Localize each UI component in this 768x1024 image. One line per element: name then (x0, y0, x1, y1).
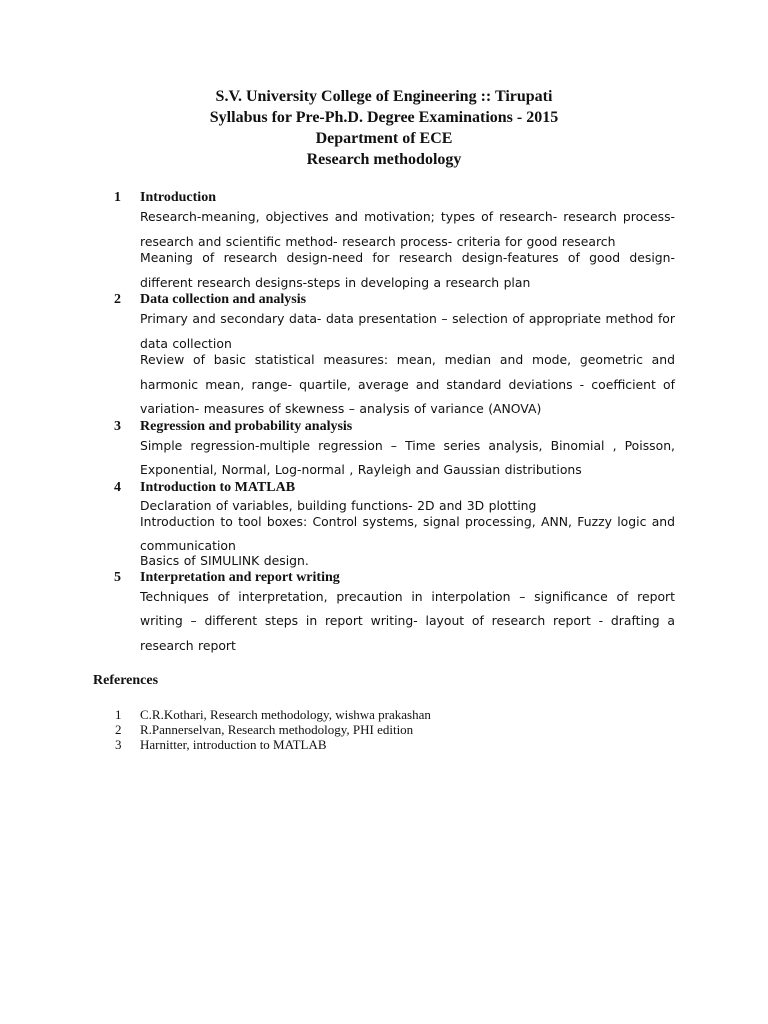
reference-item (0, 722, 768, 737)
section-paragraph: Review of basic statistical measures: mean, median and mode, geometric and harmonic mean, range- quartile, average and standard deviations - coefficient of variation- measures of skewness – analysis of variance (ANOVA) (140, 352, 675, 416)
section-title: Interpretation and report writing (140, 569, 340, 585)
section-4 (0, 479, 768, 569)
section-title: Data collection and analysis (140, 292, 307, 307)
section-number: 5 (114, 569, 121, 585)
section-paragraph: Basics of SIMULINK design. (140, 552, 309, 568)
document-header (0, 86, 768, 170)
university-title: S.V. University College of Engineering :: Tirupati (215, 88, 553, 105)
reference-text: C.R.Kothari, Research methodology, wishwa prakashan (140, 707, 431, 722)
syllabus-sections (0, 189, 768, 658)
section-paragraph: Primary and secondary data- data presentation – selection of appropriate method for data collection (140, 311, 675, 351)
department-title: Department of ECE (315, 130, 453, 147)
reference-text: Harnitter, introduction to MATLAB (140, 737, 327, 752)
section-title: Regression and probability analysis (140, 418, 353, 434)
section-number: 4 (114, 479, 121, 495)
section-paragraph: Meaning of research design-need for research design-features of good design- different research designs-steps in developing a research plan (140, 250, 675, 290)
reference-item (0, 737, 768, 752)
section-2 (0, 291, 768, 422)
reference-text: R.Pannerselvan, Research methodology, PHI edition (140, 722, 414, 737)
subject-title: Research methodology (306, 151, 462, 168)
section-title: Introduction (140, 190, 216, 205)
section-5 (0, 569, 768, 659)
section-paragraph: Declaration of variables, building functions- 2D and 3D plotting (140, 497, 537, 513)
section-3 (0, 418, 768, 483)
reference-item (0, 707, 768, 722)
reference-number: 3 (115, 737, 122, 752)
section-paragraph: Techniques of interpretation, precaution in interpolation – significance of report writing – different steps in report writing- layout of research report - drafting a research report (140, 588, 675, 653)
section-paragraph: Introduction to tool boxes: Control systems, signal processing, ANN, Fuzzy logic and communication (140, 513, 675, 553)
section-paragraph: Research-meaning, objectives and motivation; types of research- research process- research and scientific method- research process- criteria for good research (140, 209, 675, 249)
references-heading: References (93, 673, 159, 688)
section-1 (0, 189, 768, 295)
section-paragraph: Simple regression-multiple regression – Time series analysis, Binomial , Poisson, Exponential, Normal, Log-normal , Rayleigh and Gaussian distributions (140, 437, 675, 477)
references-list (0, 707, 768, 752)
section-title: Introduction to MATLAB (140, 479, 296, 495)
section-number: 3 (114, 418, 121, 434)
reference-number: 1 (115, 707, 122, 722)
section-number: 1 (114, 190, 121, 205)
section-number: 2 (114, 292, 121, 307)
reference-number: 2 (115, 722, 122, 737)
syllabus-title: Syllabus for Pre-Ph.D. Degree Examinations - 2015 (209, 109, 559, 126)
